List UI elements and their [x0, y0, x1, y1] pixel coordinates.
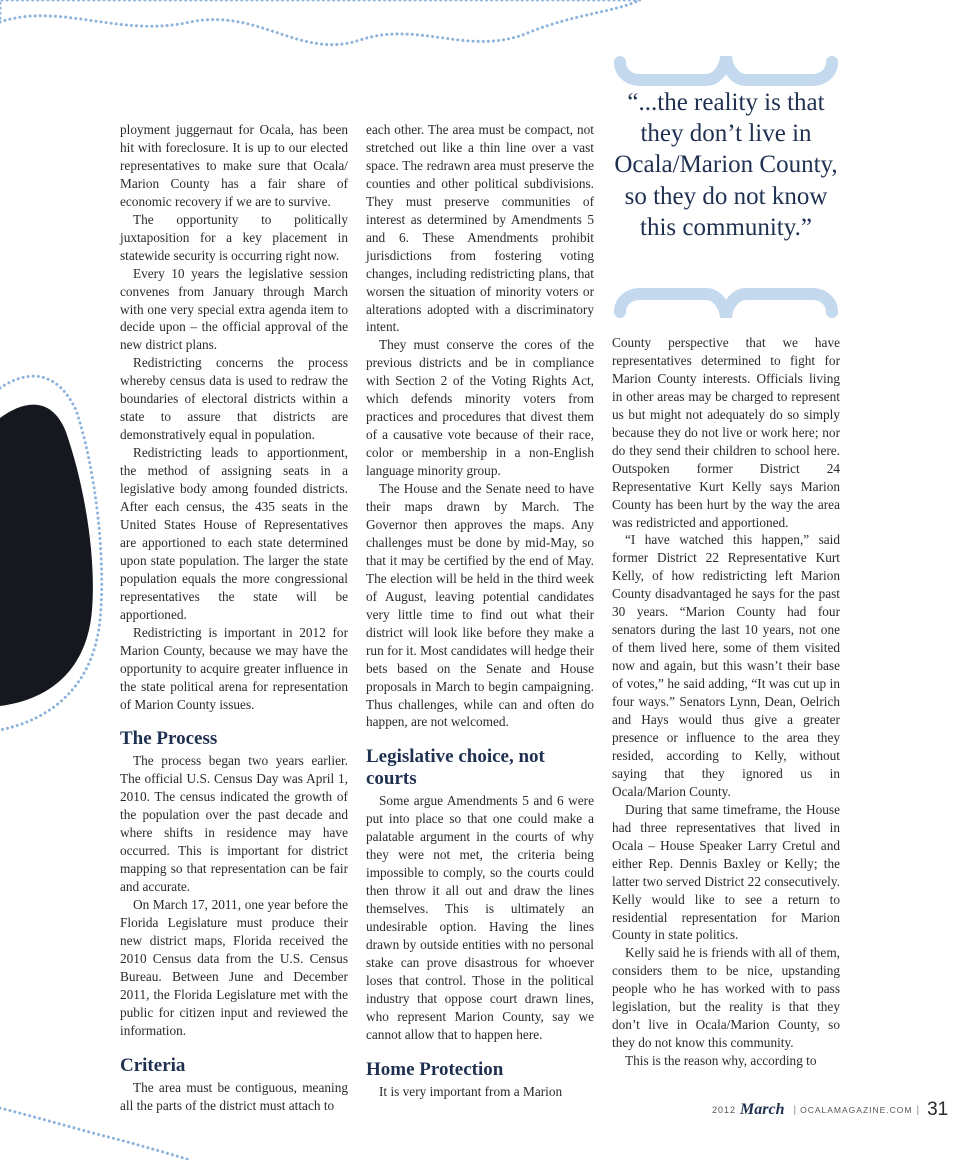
section-heading: The Process [120, 728, 218, 750]
footer-year: 2012 [712, 1105, 737, 1115]
footer-separator: | [793, 1104, 797, 1116]
paragraph: The process began two years earlier. The official U.S. Census Day was April 1, 2010. The census indicated the growth of the population over the past decade and where shifts in residence may have occurred. This is important for district mapping so that representation can be fair and accurate. [120, 753, 348, 895]
paragraph: The House and the Senate need to have their maps drawn by March. The Governor then approves the maps. Any challenges must be done by mid-May, so that it may be certified by the end of May. The election will be held in the third week of August, leaving potential candidates very little time to find out what their district will look like before they make a run for it. Most candidates will hedge their bets based on the Senate and House proposals in March to begin campaigning. Thus challenges, while can and often do happen, are not welcomed. [366, 481, 594, 730]
paragraph: County perspective that we have representatives determined to fight for Marion County interests. Officials living in other areas may be charged to represent us but might not adequately do so simply because they do not live or work here; nor do they send their children to school here. Outspoken former District 24 Representative Kurt Kelly says Marion County has been hurt by the way the area was redistricted and apportioned. [612, 335, 840, 530]
paragraph: Redistricting concerns the process whereby census data is used to redraw the boundaries of electoral districts within a state to assure that districts are demonstratively equal in population. [120, 355, 348, 443]
section-heading: Home Protection [366, 1058, 504, 1080]
article-column-1 [120, 121, 348, 1115]
paragraph: Every 10 years the legislative session convenes from January through March with one very special extra agenda item to decide upon – the official approval of the new district plans. [120, 265, 348, 353]
paragraph: each other. The area must be compact, not stretched out like a thin line over a vast space. The redrawn area must preserve the counties and other political subdivisions. They must preserve communities of interest as determined by Amendments 5 and 6. These Amendments prohibit jurisdictions from fostering voting changes, including redistricting plans, that worsen the situation of minority voters or alterations adopted with a discriminatory intent. [366, 122, 594, 335]
paragraph: Redistricting is important in 2012 for Marion County, because we may have the opportunity to acquire greater influence in the state political arena for representation of Marion County issues. [120, 624, 348, 712]
paragraph: The area must be contiguous, meaning all the parts of the district must attach to [120, 1079, 348, 1113]
section-heading: Criteria [120, 1054, 186, 1076]
paragraph: On March 17, 2011, one year before the Florida Legislature must produce their new district maps, Florida received the 2010 Census data from the U.S. Census Bureau. Between June and December 2011, the Florida Legislature met with the public for citizen input and reviewed the information. [120, 897, 348, 1038]
pull-quote [612, 58, 840, 314]
article-column-2 [366, 121, 594, 1101]
paragraph: ployment juggernaut for Ocala, has been hit with foreclosure. It is up to our elected representatives to make sure that Ocala/ Marion County has a fair share of economic recovery if we are to survive. [120, 122, 348, 209]
paragraph: It is very important from a Marion [379, 1083, 563, 1099]
paragraph: They must conserve the cores of the previous districts and be in compliance with Section 2 of the Voting Rights Act, which defends minority voters from practices and procedures that divest them of a causative vote because of their race, color or membership in a non-English language minority group. [366, 337, 594, 479]
footer-month-logo: March [740, 1101, 785, 1118]
page-footer [712, 1098, 948, 1122]
paragraph: “I have watched this happen,” said former District 22 Representative Kurt Kelly, of how redistricting left Marion County disadvantaged he says for the past 30 years. “Marion County had four senators during the last 10 years, not one of them lived here, some of them visited now and again, but this wasn’t their base of votes,” he said adding, “It was cut up in four ways.” Senators Lynn, Dean, Oelrich and Hays would thus give a greater presence or influence to the area they resided, according to Kelly, without saying that they ignored us in Ocala/Marion County. [612, 532, 840, 799]
paragraph: The opportunity to politically juxtaposition for a key placement in statewide security is occurring right now. [120, 211, 348, 263]
page-number: 31 [927, 1099, 949, 1120]
paragraph: Some argue Amendments 5 and 6 were put into place so that one could make a palatable argument in the courts of why they were not met, the criteria being impossible to comply, so the courts could then throw it all out and draw the lines themselves. This is ultimately an undesirable option. Having the lines drawn by outside entities with no personal stake can prove disastrous for whoever loses that control. Those in the political industry that oppose court drawn lines, who represent Marion County, say we cannot allow that to happen here. [366, 793, 594, 1042]
paragraph: Redistricting leads to apportionment, the method of assigning seats in a legislative body among founded districts. After each census, the 435 seats in the United States House of Representatives are apportioned to each state determined upon state population. The larger the state population equals the more congressional representatives the state will be apportioned. [120, 445, 348, 622]
paragraph: This is the reason why, according to [625, 1053, 817, 1069]
footer-separator-2: | [916, 1104, 920, 1116]
bottom-dotted-wave [0, 1108, 190, 1160]
section-heading: Legislative choice, not courts [366, 746, 545, 790]
paragraph: During that same timeframe, the House had three representatives that lived in Ocala – House Speaker Larry Cretul and either Rep. Dennis Baxley or Kelly; the latter two served District 22 consecutively. Kelly would like to see a return to residential representation for Marion County in state politics. [612, 801, 840, 943]
footer-website: OCALAMAGAZINE.COM [800, 1105, 913, 1115]
left-dark-fabric [0, 405, 93, 706]
article-column-3 [612, 334, 840, 1070]
pull-quote-text: “...the reality is that they don’t live in Ocala/Marion County, so they do not know this community.” [614, 89, 838, 241]
paragraph: Kelly said he is friends with all of them, considers them to be nice, upstanding people who he has worked with to pass legislation, but the reality is that they don’t live in Ocala/Marion County, so they do not know this community. [612, 945, 840, 1051]
left-dark-fabric-rim [0, 376, 102, 730]
top-dotted-wave [0, 0, 640, 45]
